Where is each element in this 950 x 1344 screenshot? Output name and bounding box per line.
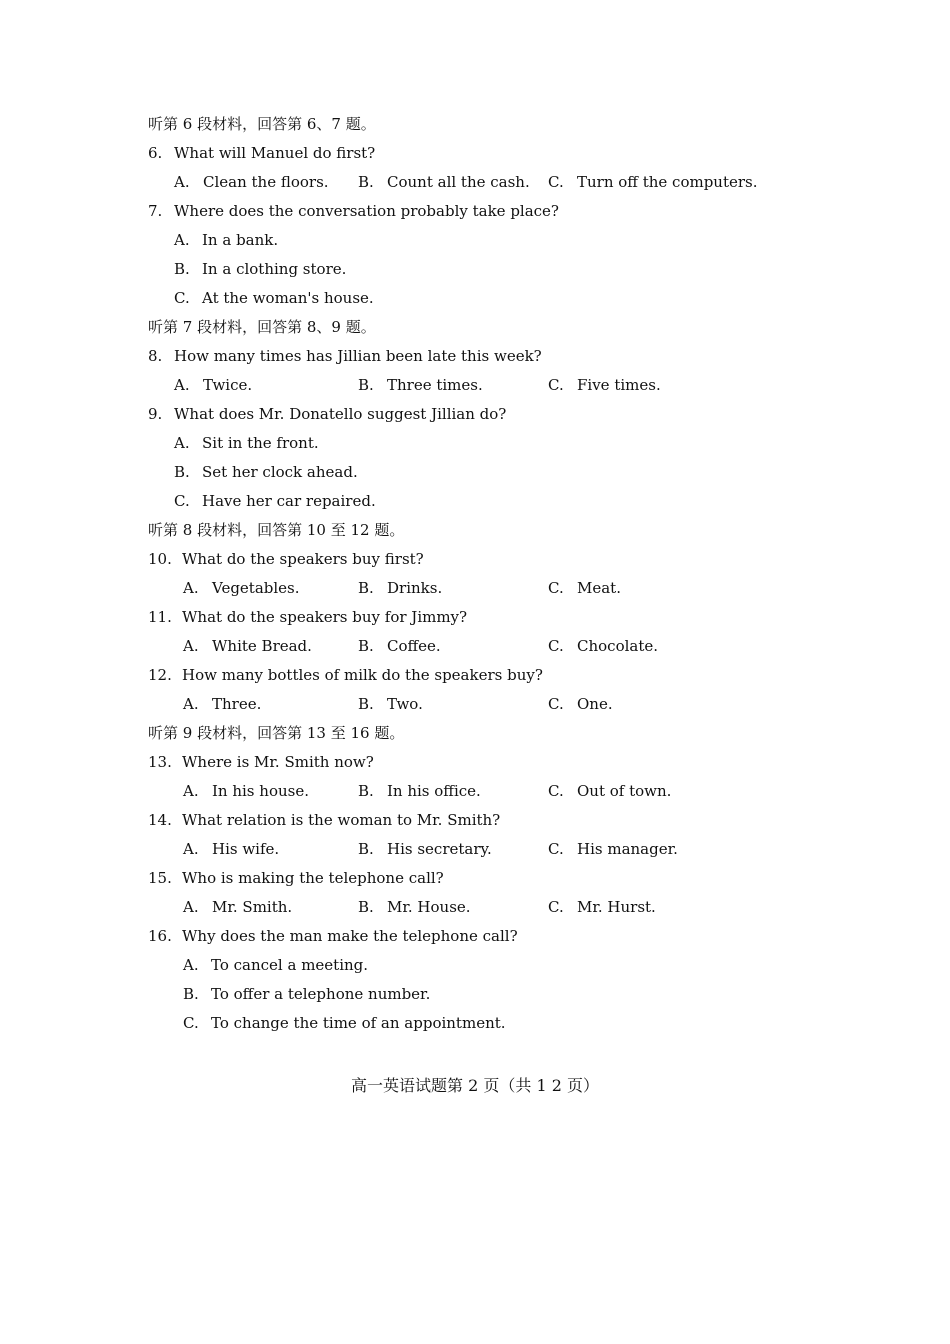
option-letter: C. (548, 840, 564, 858)
question-line (0, 864, 950, 893)
option-text: In his office. (387, 782, 481, 800)
options-line (0, 574, 950, 603)
option-text: Mr. Smith. (212, 898, 293, 916)
option-line (0, 980, 950, 1009)
question-text: Why does the man make the telephone call? (182, 927, 518, 945)
option-letter: B. (358, 376, 374, 394)
option-text: His wife. (212, 840, 280, 858)
question-text: What do the speakers buy for Jimmy? (182, 608, 468, 626)
option-letter: A. (183, 637, 199, 655)
option-text: Out of town. (577, 782, 672, 800)
options-line (0, 893, 950, 922)
option-letter: C. (174, 289, 190, 307)
option-letter: C. (548, 173, 564, 191)
question-number: 9. (148, 405, 163, 423)
option-letter: A. (183, 695, 199, 713)
option-letter: A. (183, 840, 199, 858)
section-heading (0, 313, 950, 342)
option-text: Three times. (387, 376, 483, 394)
option-text: Meat. (577, 579, 621, 597)
option-text: His manager. (577, 840, 678, 858)
question-line (0, 400, 950, 429)
section-heading-text: 听第 7 段材料，回答第 8、9 题。 (148, 318, 376, 336)
question-number: 15. (148, 869, 172, 887)
option-line (0, 458, 950, 487)
option-text: Five times. (577, 376, 661, 394)
question-line (0, 342, 950, 371)
option-line (0, 255, 950, 284)
question-text: What relation is the woman to Mr. Smith? (182, 811, 501, 829)
option-letter: B. (358, 173, 374, 191)
option-letter: C. (183, 1014, 199, 1032)
option-text: Drinks. (387, 579, 443, 597)
option-letter: C. (548, 695, 564, 713)
question-number: 13. (148, 753, 172, 771)
question-line (0, 748, 950, 777)
option-letter: C. (548, 637, 564, 655)
option-line (0, 226, 950, 255)
page-footer: 高一英语试题第 2 页（共 1 2 页） (351, 1076, 599, 1095)
option-text: Clean the floors. (203, 173, 329, 191)
option-text: White Bread. (212, 637, 312, 655)
option-text: Count all the cash. (387, 173, 530, 191)
question-number: 10. (148, 550, 172, 568)
question-number: 6. (148, 144, 163, 162)
section-heading-text: 听第 8 段材料，回答第 10 至 12 题。 (148, 521, 405, 539)
option-line (0, 1009, 950, 1038)
option-text: Have her car repaired. (202, 492, 376, 510)
option-text: To cancel a meeting. (211, 956, 369, 974)
question-text: What do the speakers buy first? (182, 550, 424, 568)
option-text: To change the time of an appointment. (211, 1014, 506, 1032)
question-text: Where is Mr. Smith now? (182, 753, 374, 771)
option-letter: C. (174, 492, 190, 510)
option-letter: A. (183, 956, 199, 974)
question-line (0, 197, 950, 226)
question-text: How many times has Jillian been late this week? (174, 347, 542, 365)
question-line (0, 603, 950, 632)
option-text: One. (577, 695, 613, 713)
option-text: Two. (387, 695, 423, 713)
option-letter: A. (174, 376, 190, 394)
option-text: Set her clock ahead. (202, 463, 358, 481)
section-heading-text: 听第 9 段材料，回答第 13 至 16 题。 (148, 724, 405, 742)
option-text: Three. (212, 695, 262, 713)
question-line (0, 545, 950, 574)
option-line (0, 429, 950, 458)
question-text: How many bottles of milk do the speakers buy? (182, 666, 543, 684)
question-line (0, 922, 950, 951)
question-number: 8. (148, 347, 163, 365)
question-text: What will Manuel do first? (174, 144, 376, 162)
option-text: In a clothing store. (202, 260, 347, 278)
options-line (0, 371, 950, 400)
options-line (0, 690, 950, 719)
option-letter: A. (183, 898, 199, 916)
question-line (0, 661, 950, 690)
option-letter: A. (183, 579, 199, 597)
section-heading (0, 110, 950, 139)
option-text: Chocolate. (577, 637, 659, 655)
option-letter: B. (174, 260, 190, 278)
option-letter: B. (358, 579, 374, 597)
option-letter: B. (174, 463, 190, 481)
option-line (0, 284, 950, 313)
option-letter: B. (358, 637, 374, 655)
options-line (0, 168, 950, 197)
option-text: Sit in the front. (202, 434, 319, 452)
question-number: 14. (148, 811, 172, 829)
question-number: 12. (148, 666, 172, 684)
option-letter: B. (183, 985, 199, 1003)
option-line (0, 951, 950, 980)
option-letter: B. (358, 840, 374, 858)
question-line (0, 139, 950, 168)
option-text: Mr. House. (387, 898, 471, 916)
option-text: To offer a telephone number. (211, 985, 431, 1003)
option-text: Vegetables. (212, 579, 300, 597)
option-text: Twice. (203, 376, 253, 394)
option-text: Turn off the computers. (577, 173, 758, 191)
question-number: 11. (148, 608, 172, 626)
option-text: Mr. Hurst. (577, 898, 656, 916)
option-text: Coffee. (387, 637, 441, 655)
option-line (0, 487, 950, 516)
option-text: At the woman's house. (202, 289, 374, 307)
option-letter: C. (548, 898, 564, 916)
question-text: What does Mr. Donatello suggest Jillian do? (174, 405, 507, 423)
section-heading (0, 719, 950, 748)
option-letter: A. (174, 434, 190, 452)
option-text: In a bank. (202, 231, 279, 249)
option-text: His secretary. (387, 840, 492, 858)
option-letter: C. (548, 579, 564, 597)
option-letter: C. (548, 782, 564, 800)
option-letter: B. (358, 898, 374, 916)
question-number: 16. (148, 927, 172, 945)
question-number: 7. (148, 202, 163, 220)
options-line (0, 835, 950, 864)
section-heading-text: 听第 6 段材料，回答第 6、7 题。 (148, 115, 376, 133)
question-text: Who is making the telephone call? (182, 869, 444, 887)
option-text: In his house. (212, 782, 309, 800)
options-line (0, 632, 950, 661)
options-line (0, 777, 950, 806)
option-letter: A. (174, 173, 190, 191)
option-letter: C. (548, 376, 564, 394)
option-letter: A. (183, 782, 199, 800)
option-letter: B. (358, 782, 374, 800)
option-letter: B. (358, 695, 374, 713)
option-letter: A. (174, 231, 190, 249)
question-text: Where does the conversation probably take place? (174, 202, 559, 220)
question-line (0, 806, 950, 835)
section-heading (0, 516, 950, 545)
